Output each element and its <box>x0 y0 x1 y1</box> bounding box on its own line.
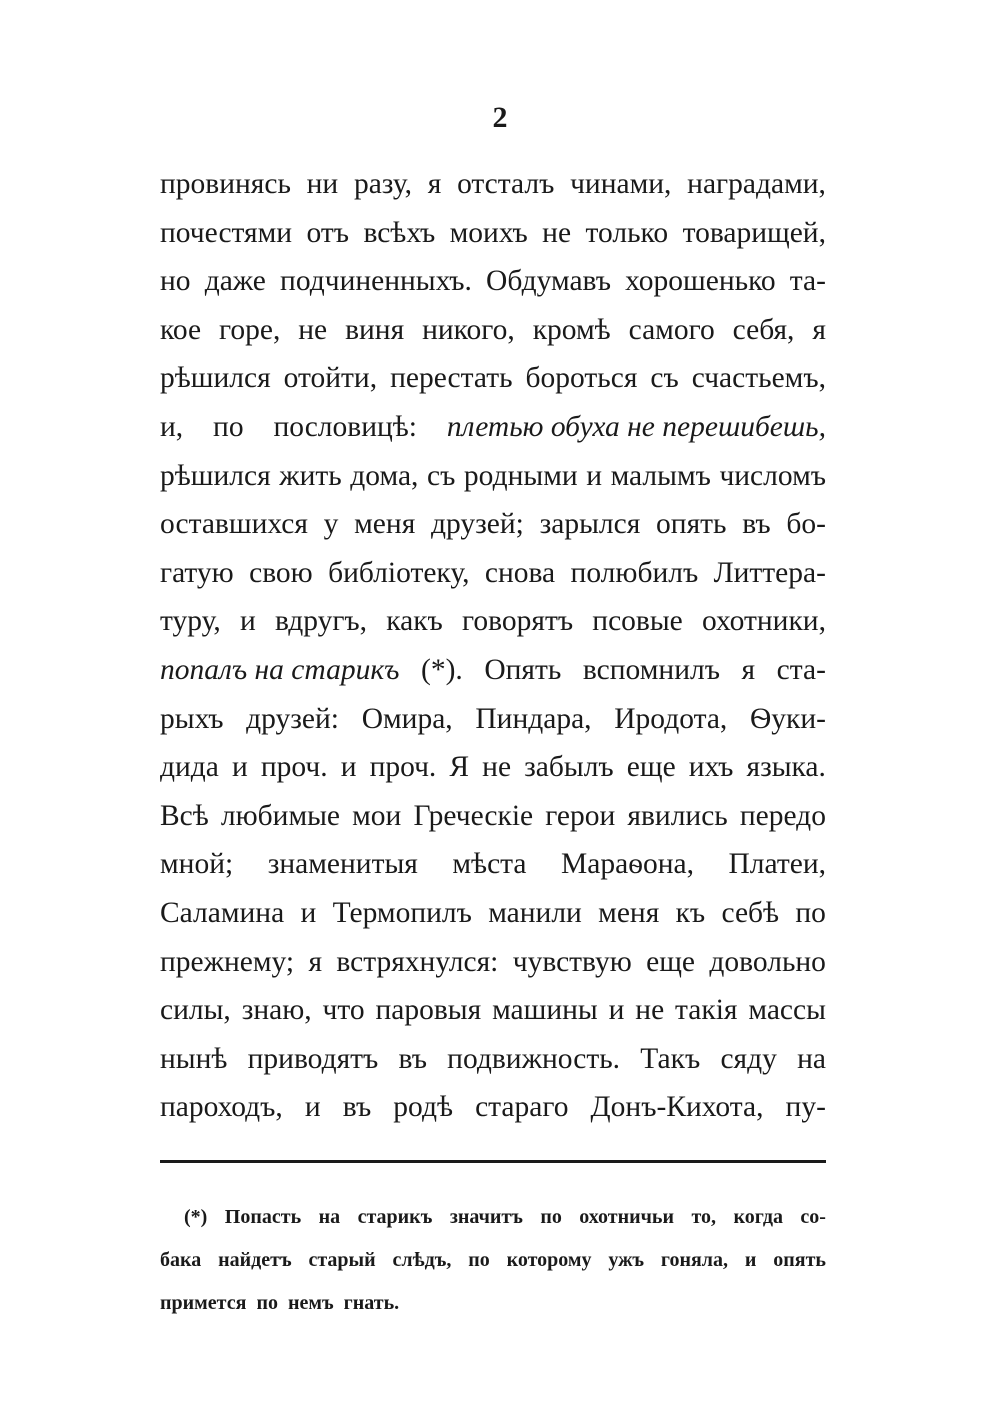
word: явились <box>627 799 728 832</box>
word: что <box>322 994 365 1027</box>
word: бо- <box>786 508 826 541</box>
word: съ <box>650 362 679 395</box>
word: псовые <box>592 605 683 638</box>
word: Греческіе <box>413 799 534 832</box>
word: манили <box>488 896 582 929</box>
word: меня <box>354 508 416 541</box>
word: не <box>542 216 572 249</box>
word: провинясь <box>160 168 291 200</box>
word: снова <box>484 556 556 589</box>
word: отъ <box>306 216 350 249</box>
word: почестями <box>160 216 293 249</box>
word: сяду <box>720 1042 777 1075</box>
word: нынѣ <box>160 1042 228 1075</box>
footnote <box>160 1196 826 1325</box>
word: и <box>304 1091 321 1124</box>
word: числомъ <box>719 459 826 492</box>
word: и <box>340 751 357 784</box>
word: и <box>300 896 317 929</box>
word: ни <box>306 168 339 200</box>
word: и <box>608 994 625 1027</box>
word: передо <box>739 799 826 832</box>
word: самого <box>628 313 715 346</box>
word: чинами, <box>570 168 672 200</box>
footnote-word: по <box>468 1249 490 1271</box>
footnote-divider <box>160 1160 826 1163</box>
word: гатую <box>160 556 234 589</box>
word: я <box>812 313 826 346</box>
footnote-word: на <box>318 1206 341 1228</box>
word: Мараѳона, <box>561 848 694 881</box>
word: но <box>160 265 191 298</box>
word: еще <box>626 751 676 784</box>
word: ихъ <box>688 751 734 784</box>
word: я <box>741 653 756 686</box>
word: туру, <box>160 605 221 638</box>
word: родѣ <box>393 1091 453 1124</box>
word: и <box>240 605 256 638</box>
word: приводятъ <box>247 1042 379 1075</box>
word: разу, <box>353 168 413 200</box>
word: (*). <box>421 653 463 686</box>
footnote-word: то, <box>691 1206 717 1228</box>
text-line <box>160 452 826 501</box>
word: Такъ <box>640 1042 701 1075</box>
word: рѣшился <box>160 362 271 395</box>
word: Ѳуки- <box>749 702 826 735</box>
footnote-word: гоняла, <box>660 1249 729 1271</box>
word: только <box>585 216 669 249</box>
footnote-word: Попасть <box>224 1206 302 1228</box>
word: друзей; <box>431 508 524 541</box>
footnote-word: опять <box>773 1249 826 1271</box>
footnote-word: ужъ <box>608 1249 645 1271</box>
word: кромѣ <box>532 313 611 346</box>
word: въ <box>398 1042 427 1075</box>
word: дида <box>160 751 219 784</box>
footnote-word: значитъ <box>449 1206 523 1228</box>
word: горе, <box>218 313 281 346</box>
word: въ <box>342 1091 372 1124</box>
word: знаменитыя <box>267 848 418 881</box>
word: Термопилъ <box>332 896 472 929</box>
text-line <box>160 1035 826 1084</box>
text-line <box>160 792 826 841</box>
word: не <box>298 313 328 346</box>
text-line <box>160 354 826 403</box>
word: охотники, <box>701 605 826 638</box>
footnote-word: (*) <box>184 1206 208 1228</box>
word: мной; <box>160 848 234 881</box>
word: счастьемъ, <box>691 362 826 395</box>
word: пу- <box>785 1091 826 1124</box>
word: кое <box>160 313 202 346</box>
word: такія <box>675 994 738 1027</box>
word: Пиндара, <box>475 702 592 735</box>
footnote-word: по <box>540 1206 562 1228</box>
word: мѣста <box>452 848 527 881</box>
word: Омира, <box>361 702 453 735</box>
word: подвижность. <box>447 1042 621 1075</box>
word: по <box>213 410 244 443</box>
footnote-word: старикъ <box>357 1206 433 1228</box>
word: бороться <box>525 362 638 395</box>
text-line <box>160 986 826 1035</box>
word: родными <box>463 459 578 492</box>
italic-phrase: плетью обуха не перешибешь, <box>446 410 826 443</box>
word: Я <box>449 751 470 784</box>
word: довольно <box>709 945 826 978</box>
word: силы, <box>160 994 231 1027</box>
word: съ <box>427 459 456 492</box>
word: библіотеку, <box>328 556 470 589</box>
word: дома, <box>350 459 419 492</box>
word: виня <box>345 313 405 346</box>
footnote-word: охотничьи <box>579 1206 675 1228</box>
word: машины <box>492 994 598 1027</box>
word: опять <box>656 508 727 541</box>
word: еще <box>646 945 696 978</box>
word: всѣхъ <box>363 216 436 249</box>
word: чувствую <box>512 945 632 978</box>
word: подчиненныхъ. <box>280 265 472 298</box>
word: въ <box>742 508 771 541</box>
word: отойти, <box>283 362 378 395</box>
text-line <box>160 403 826 452</box>
text-line <box>160 597 826 646</box>
word: моихъ <box>449 216 528 249</box>
word: знаю, <box>241 994 312 1027</box>
text-line <box>160 646 826 695</box>
text-line <box>160 500 826 549</box>
word: малымъ <box>610 459 711 492</box>
word: Литтера- <box>713 556 826 589</box>
body-text <box>160 160 826 1132</box>
word: проч. <box>260 751 328 784</box>
text-line <box>160 306 826 355</box>
word: и, <box>160 410 184 443</box>
word: на <box>797 1042 826 1075</box>
footnote-line <box>160 1196 826 1239</box>
word: и <box>231 751 248 784</box>
footnote-word: по <box>256 1292 278 1314</box>
text-line <box>160 695 826 744</box>
word: вспомнилъ <box>582 653 720 686</box>
text-line <box>160 160 826 209</box>
word: не <box>635 994 665 1027</box>
word: говорятъ <box>462 605 574 638</box>
page-number: 2 <box>492 101 508 134</box>
footnote-word: немъ <box>287 1292 334 1314</box>
word: какъ <box>386 605 443 638</box>
word: не <box>482 751 512 784</box>
text-line <box>160 938 826 987</box>
word: любимые <box>220 799 341 832</box>
word: хорошенько <box>625 265 776 298</box>
word: перестать <box>390 362 513 395</box>
text-line <box>160 209 826 258</box>
footnote-word: со- <box>800 1206 826 1228</box>
word: Обдумавъ <box>486 265 611 298</box>
word: встряхнулся: <box>336 945 499 978</box>
text-line <box>160 889 826 938</box>
word: паровыя <box>375 994 482 1027</box>
word: я <box>427 168 442 200</box>
text-line <box>160 257 826 306</box>
word: Саламина <box>160 896 285 929</box>
footnote-word: гнать. <box>343 1292 400 1314</box>
text-line <box>160 1083 826 1132</box>
word: стараго <box>475 1091 569 1124</box>
word: у <box>323 508 339 541</box>
text-line <box>160 549 826 598</box>
word: никого, <box>422 313 515 346</box>
word: Иродота, <box>614 702 728 735</box>
word: по <box>795 896 826 929</box>
word: та- <box>789 265 826 298</box>
word: жить <box>279 459 342 492</box>
word: наградами, <box>687 168 826 200</box>
word: себя, <box>732 313 795 346</box>
word: полюбилъ <box>570 556 699 589</box>
word: свою <box>249 556 313 589</box>
word: пословицѣ: <box>273 410 417 443</box>
footnote-word: найдетъ <box>218 1249 292 1271</box>
word: зарылся <box>539 508 641 541</box>
word: Опять <box>484 653 562 686</box>
word: я <box>308 945 323 978</box>
footnote-word: и <box>744 1249 757 1271</box>
word: рѣшился <box>160 459 271 492</box>
word: Платеи, <box>728 848 826 881</box>
footnote-line <box>160 1239 826 1282</box>
footnote-word: слѣдъ, <box>392 1249 452 1271</box>
word: герои <box>545 799 616 832</box>
word: языка. <box>746 751 826 784</box>
word: друзей: <box>246 702 339 735</box>
word: Донъ-Кихота, <box>590 1091 764 1124</box>
word: себѣ <box>721 896 780 929</box>
word: ста- <box>776 653 826 686</box>
footnote-word: которому <box>506 1249 592 1271</box>
word: массы <box>748 994 826 1027</box>
footnote-word: примется <box>160 1292 247 1314</box>
text-line <box>160 840 826 889</box>
word: и <box>586 459 603 492</box>
text-line <box>160 743 826 792</box>
word: товарищей, <box>682 216 826 249</box>
word: оставшихся <box>160 508 308 541</box>
word: прежнему; <box>160 945 295 978</box>
word: меня <box>598 896 660 929</box>
word: рыхъ <box>160 702 224 735</box>
word: Всѣ <box>160 799 209 832</box>
word: мои <box>352 799 402 832</box>
word: пароходъ, <box>160 1091 283 1124</box>
word: проч. <box>369 751 437 784</box>
footnote-word: старый <box>308 1249 376 1271</box>
italic-phrase: попалъ на старикъ <box>160 653 400 686</box>
footnote-word: бака <box>160 1249 202 1271</box>
word: къ <box>675 896 706 929</box>
word: вдругъ, <box>275 605 368 638</box>
word: забылъ <box>524 751 614 784</box>
footnote-line <box>160 1282 826 1325</box>
footnote-word: когда <box>733 1206 783 1228</box>
word: даже <box>204 265 266 298</box>
word: отсталъ <box>457 168 555 200</box>
